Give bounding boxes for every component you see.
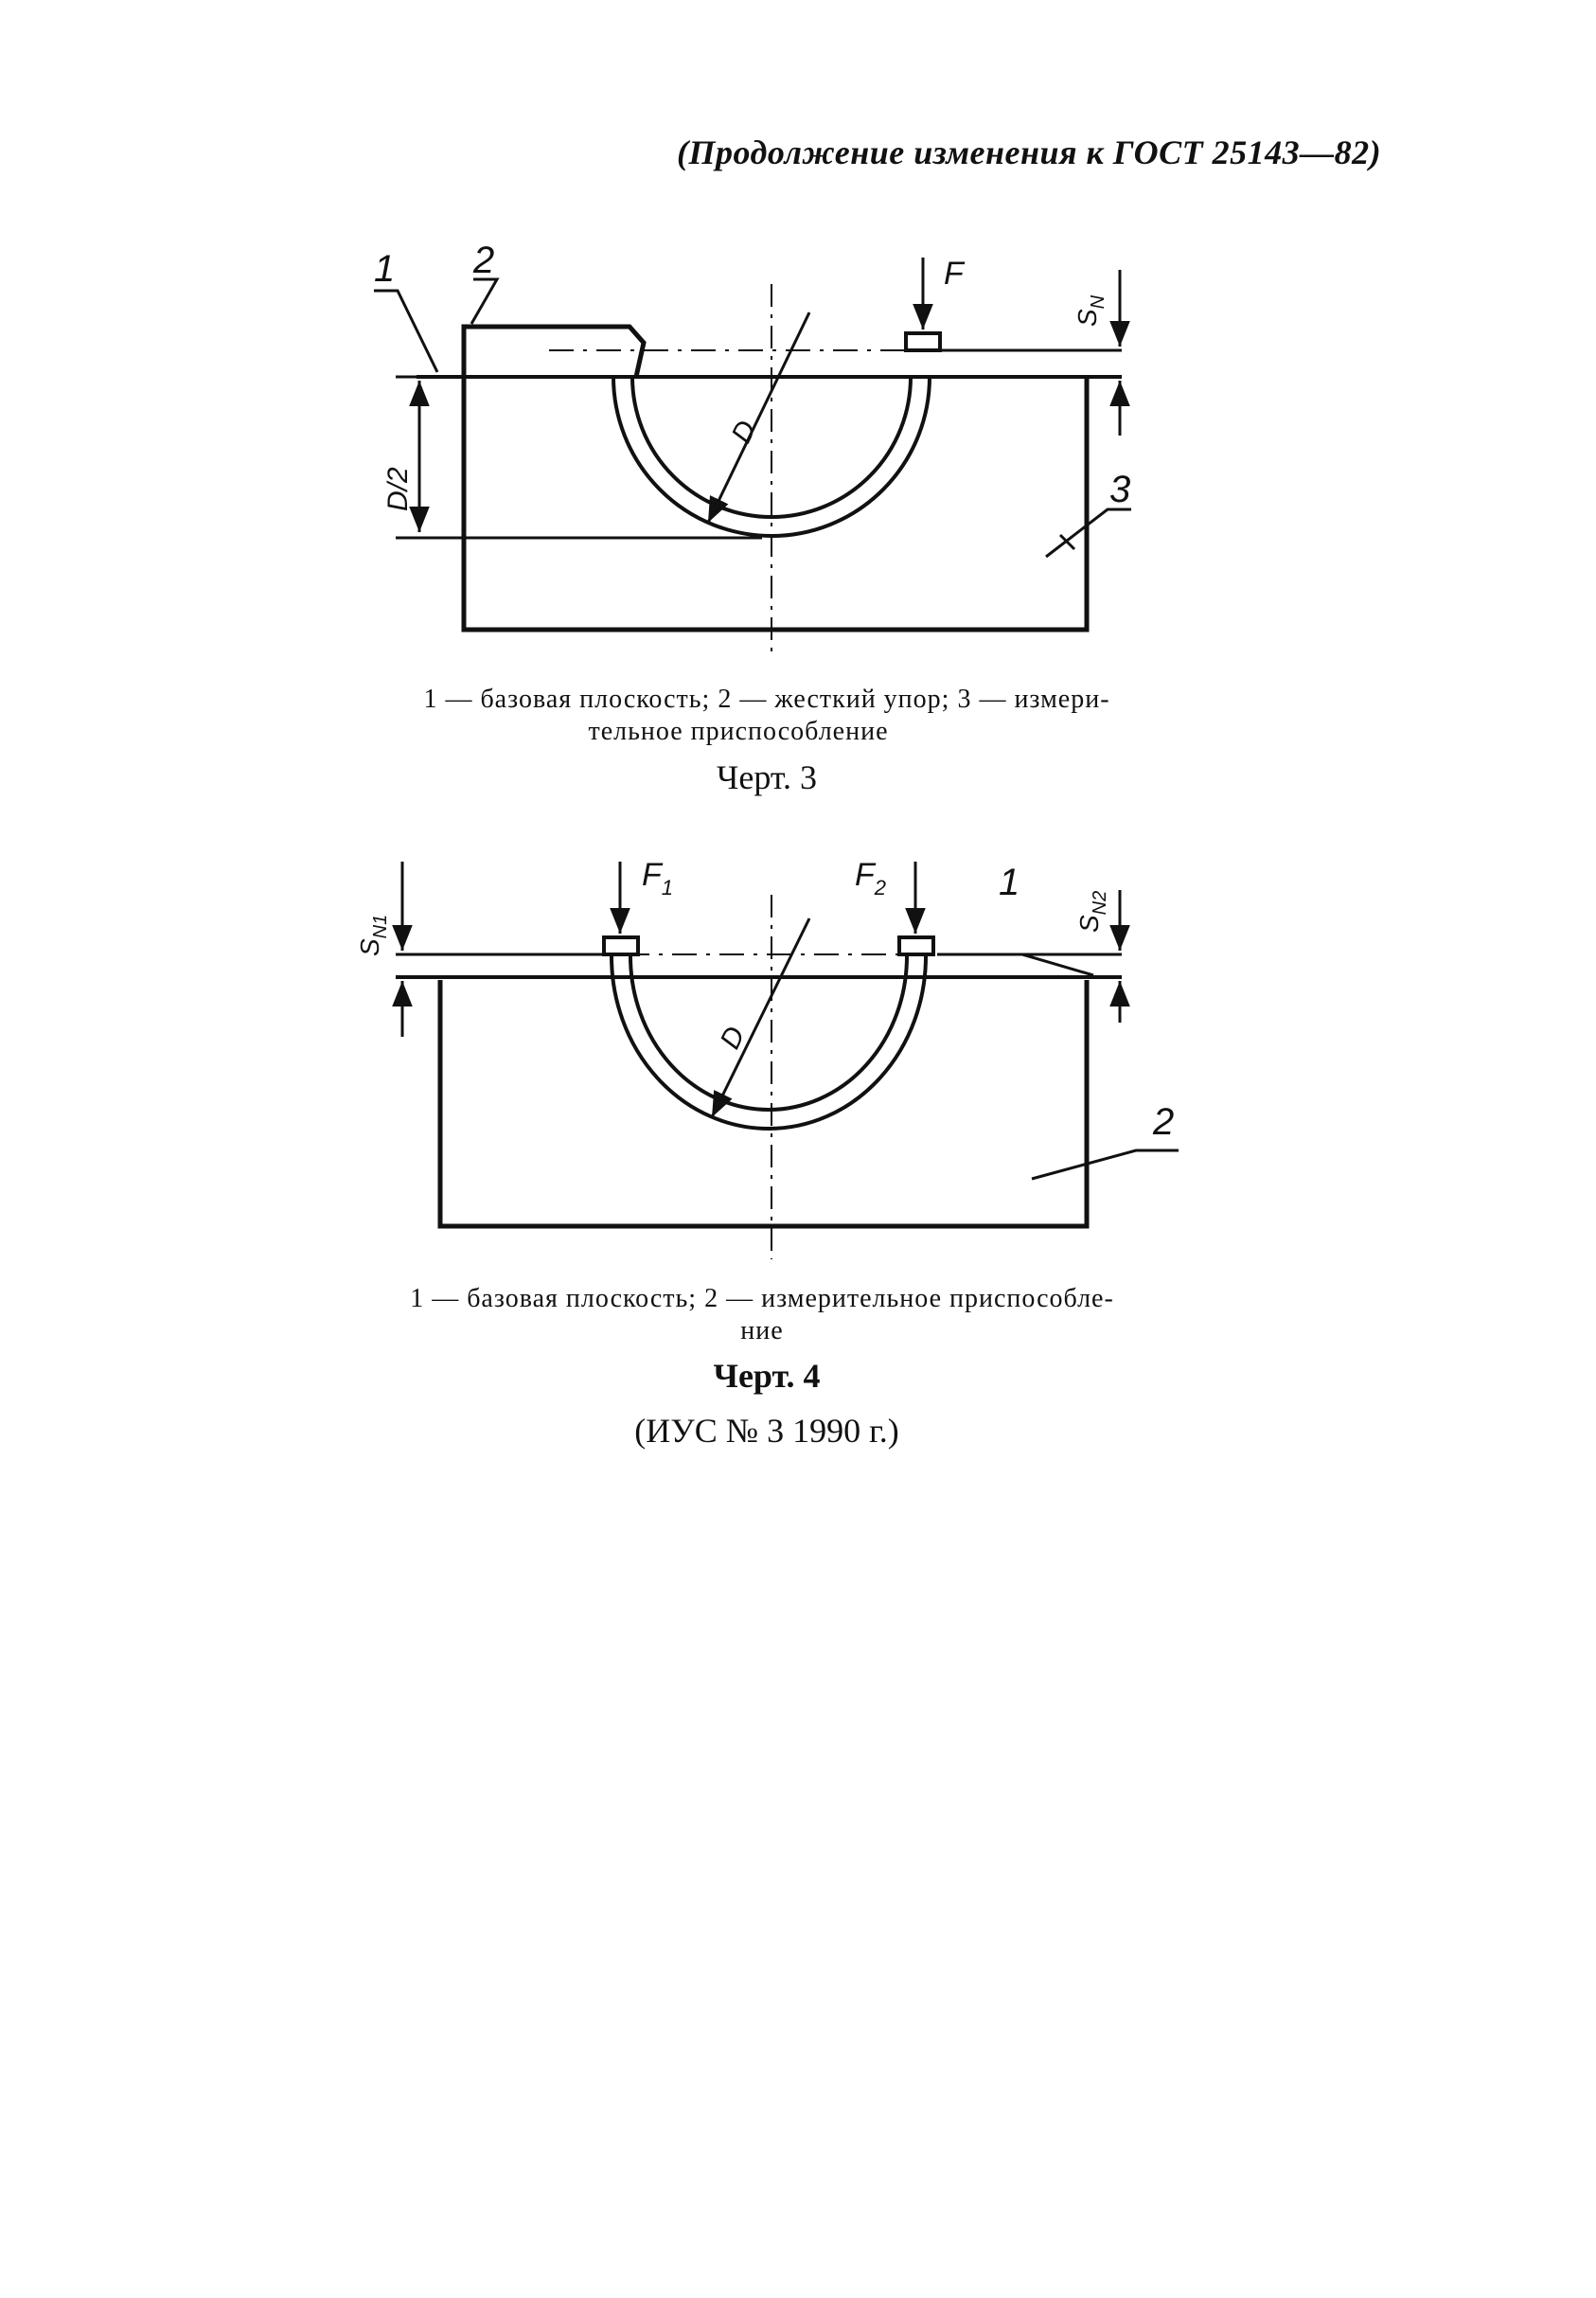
fig3-label-1: 1	[374, 248, 396, 290]
fig3-rigid-stop	[464, 327, 644, 377]
figure-4-legend-line2: ние	[740, 1316, 784, 1345]
figure-3-legend-line2: тельное приспособление	[588, 717, 889, 746]
fig3-label-offset: $S_N$	[1073, 294, 1108, 327]
figure-3-caption: Черт. 3	[717, 758, 817, 796]
fig4-pipe	[612, 956, 926, 1129]
fig3-measuring-device-body	[464, 377, 1087, 630]
fig3-label-half-diameter: D/2	[382, 467, 414, 511]
fig4-label-1: 1	[999, 862, 1020, 903]
fig4-label-offset2: $S_{N2}$	[1074, 890, 1110, 933]
fig4-label-offset1: $S_{N1}$	[355, 914, 391, 956]
page-header: (Продолжение изменения к ГОСТ 25143—82)	[677, 134, 1382, 171]
figure-4-legend-line1: 1 — базовая плоскость; 2 — измерительное приспособле-	[410, 1284, 1114, 1313]
fig3-label-2: 2	[473, 240, 495, 281]
fig4-label-2: 2	[1153, 1101, 1175, 1143]
fig4-label-force1: $F_1$	[642, 857, 674, 900]
figure-4-legend	[336, 1283, 1188, 1347]
fig4-measuring-device-body	[440, 980, 1087, 1226]
figure-3-drawing	[341, 237, 1193, 672]
figure-4-caption: Черт. 4	[713, 1357, 821, 1395]
figure-3-legend	[350, 684, 1183, 748]
fig4-label-diameter: D	[714, 1022, 752, 1055]
source-note: (ИУС № 3 1990 г.)	[634, 1412, 899, 1450]
fig3-label-force: F	[944, 256, 964, 292]
figure-4-drawing	[341, 847, 1193, 1274]
fig3-label-diameter: D	[725, 416, 763, 449]
figure-3-legend-line1: 1 — базовая плоскость; 2 — жесткий упор; 3 — измери-	[423, 685, 1110, 714]
fig4-label-force2: $F_2$	[855, 857, 887, 900]
fig3-label-3: 3	[1109, 469, 1131, 510]
